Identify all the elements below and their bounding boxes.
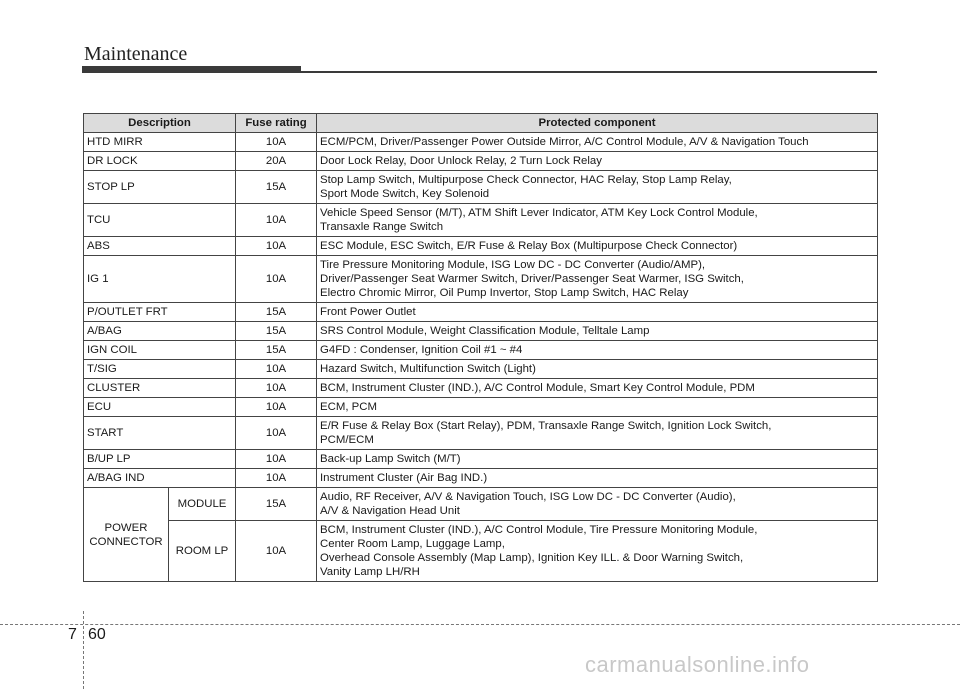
group-label: POWER	[104, 521, 148, 534]
group-label: CONNECTOR	[89, 535, 163, 548]
component-line: E/R Fuse & Relay Box (Start Relay), PDM, Transaxle Range Switch, Ignition Lock Switch,	[320, 420, 772, 432]
table-row	[84, 341, 878, 360]
component-line: PCM/ECM	[320, 434, 374, 446]
component-line: Door Lock Relay, Door Unlock Relay, 2 Turn Lock Relay	[320, 155, 602, 167]
component-line: ESC Module, ESC Switch, E/R Fuse & Relay Box (Multipurpose Check Connector)	[320, 240, 738, 252]
component-line: Instrument Cluster (Air Bag IND.)	[320, 472, 488, 484]
fuse-rating-cell: 10A	[236, 237, 317, 256]
table-row	[84, 488, 878, 521]
protected-component-cell	[317, 360, 878, 379]
watermark: carmanualsonline.info	[585, 652, 810, 677]
protected-component-cell	[317, 341, 878, 360]
fuse-rating-cell: 10A	[236, 469, 317, 488]
fuse-rating-cell: 15A	[236, 322, 317, 341]
table-row	[84, 379, 878, 398]
component-line: Center Room Lamp, Luggage Lamp,	[320, 538, 505, 550]
table-row	[84, 521, 878, 582]
fuse-rating-cell: 15A	[236, 303, 317, 322]
component-line: Front Power Outlet	[320, 306, 416, 318]
fuse-rating-cell: 10A	[236, 450, 317, 469]
component-line: Hazard Switch, Multifunction Switch (Light)	[320, 363, 536, 375]
component-line: SRS Control Module, Weight Classification Module, Telltale Lamp	[320, 325, 650, 337]
fuse-rating-cell: 15A	[236, 488, 317, 521]
protected-component-cell	[317, 488, 878, 521]
fuse-description-cell: START	[84, 417, 236, 450]
table-row	[84, 303, 878, 322]
component-line: Back-up Lamp Switch (M/T)	[320, 453, 461, 465]
fuse-rating-cell: 10A	[236, 521, 317, 582]
table-row	[84, 204, 878, 237]
component-line: Transaxle Range Switch	[320, 221, 444, 233]
protected-component-cell	[317, 322, 878, 341]
table-row	[84, 469, 878, 488]
component-line: Sport Mode Switch, Key Solenoid	[320, 188, 490, 200]
fuse-description-cell: DR LOCK	[84, 152, 236, 171]
fuse-rating-cell: 10A	[236, 204, 317, 237]
component-line: G4FD : Condenser, Ignition Coil #1 ~ #4	[320, 344, 523, 356]
fuse-description-cell: CLUSTER	[84, 379, 236, 398]
fuse-rating-cell: 15A	[236, 171, 317, 204]
table-header-row	[84, 114, 878, 133]
fuse-description-cell: T/SIG	[84, 360, 236, 379]
table-row	[84, 398, 878, 417]
table-body	[84, 133, 878, 582]
component-line: ECM/PCM, Driver/Passenger Power Outside Mirror, A/C Control Module, A/V & Navigation Touch	[320, 136, 809, 148]
fuse-description-cell: IGN COIL	[84, 341, 236, 360]
fuse-rating-cell: 10A	[236, 417, 317, 450]
protected-component-cell	[317, 379, 878, 398]
protected-component-cell	[317, 469, 878, 488]
protected-component-cell	[317, 521, 878, 582]
table-row	[84, 256, 878, 303]
footer-rule	[0, 624, 960, 625]
fuse-description-cell: TCU	[84, 204, 236, 237]
title-rule-thin	[301, 71, 877, 73]
power-connector-group-cell	[84, 488, 169, 582]
title-rule-thick	[82, 66, 301, 73]
fuse-description-cell: IG 1	[84, 256, 236, 303]
table-row	[84, 133, 878, 152]
table-row	[84, 417, 878, 450]
fuse-rating-cell: 15A	[236, 341, 317, 360]
fuse-table	[83, 113, 878, 582]
table-row	[84, 237, 878, 256]
component-line: Overhead Console Assembly (Map Lamp), Ignition Key ILL. & Door Warning Switch,	[320, 552, 744, 564]
protected-component-cell	[317, 171, 878, 204]
protected-component-cell	[317, 417, 878, 450]
fuse-description-cell: HTD MIRR	[84, 133, 236, 152]
component-line: Audio, RF Receiver, A/V & Navigation Touch, ISG Low DC - DC Converter (Audio),	[320, 491, 736, 503]
header-description: Description	[84, 114, 236, 133]
page-title: Maintenance	[84, 43, 188, 65]
fuse-description-cell: ABS	[84, 237, 236, 256]
fuse-description-cell: ECU	[84, 398, 236, 417]
protected-component-cell	[317, 450, 878, 469]
component-line: Vehicle Speed Sensor (M/T), ATM Shift Lever Indicator, ATM Key Lock Control Module,	[320, 207, 758, 219]
page-chapter-number: 7	[68, 626, 77, 643]
fuse-description-cell: P/OUTLET FRT	[84, 303, 236, 322]
protected-component-cell	[317, 204, 878, 237]
fuse-rating-cell: 20A	[236, 152, 317, 171]
protected-component-cell	[317, 303, 878, 322]
table-row	[84, 322, 878, 341]
component-line: BCM, Instrument Cluster (IND.), A/C Control Module, Tire Pressure Monitoring Module,	[320, 524, 758, 536]
protected-component-cell	[317, 256, 878, 303]
page-number: 60	[88, 626, 106, 643]
table-row	[84, 450, 878, 469]
component-line: BCM, Instrument Cluster (IND.), A/C Control Module, Smart Key Control Module, PDM	[320, 382, 755, 394]
protected-component-cell	[317, 237, 878, 256]
header-protected-component: Protected component	[317, 114, 878, 133]
component-line: Stop Lamp Switch, Multipurpose Check Connector, HAC Relay, Stop Lamp Relay,	[320, 174, 732, 186]
footer-divider	[83, 611, 84, 689]
sub-fuse-description-cell: MODULE	[169, 488, 236, 521]
fuse-rating-cell: 10A	[236, 379, 317, 398]
fuse-description-cell: A/BAG	[84, 322, 236, 341]
component-line: ECM, PCM	[320, 401, 377, 413]
table-row	[84, 171, 878, 204]
component-line: A/V & Navigation Head Unit	[320, 505, 460, 517]
fuse-rating-cell: 10A	[236, 360, 317, 379]
table-row	[84, 360, 878, 379]
fuse-description-cell: STOP LP	[84, 171, 236, 204]
fuse-rating-cell: 10A	[236, 133, 317, 152]
fuse-rating-cell: 10A	[236, 398, 317, 417]
header-fuse-rating: Fuse rating	[236, 114, 317, 133]
fuse-rating-cell: 10A	[236, 256, 317, 303]
component-line: Driver/Passenger Seat Warmer Switch, Driver/Passenger Seat Warmer, ISG Switch,	[320, 273, 744, 285]
table-row	[84, 152, 878, 171]
protected-component-cell	[317, 133, 878, 152]
protected-component-cell	[317, 398, 878, 417]
sub-fuse-description-cell: ROOM LP	[169, 521, 236, 582]
fuse-description-cell: B/UP LP	[84, 450, 236, 469]
fuse-description-cell: A/BAG IND	[84, 469, 236, 488]
component-line: Tire Pressure Monitoring Module, ISG Low DC - DC Converter (Audio/AMP),	[320, 259, 706, 271]
protected-component-cell	[317, 152, 878, 171]
component-line: Vanity Lamp LH/RH	[320, 566, 420, 578]
component-line: Electro Chromic Mirror, Oil Pump Invertor, Stop Lamp Switch, HAC Relay	[320, 287, 689, 299]
